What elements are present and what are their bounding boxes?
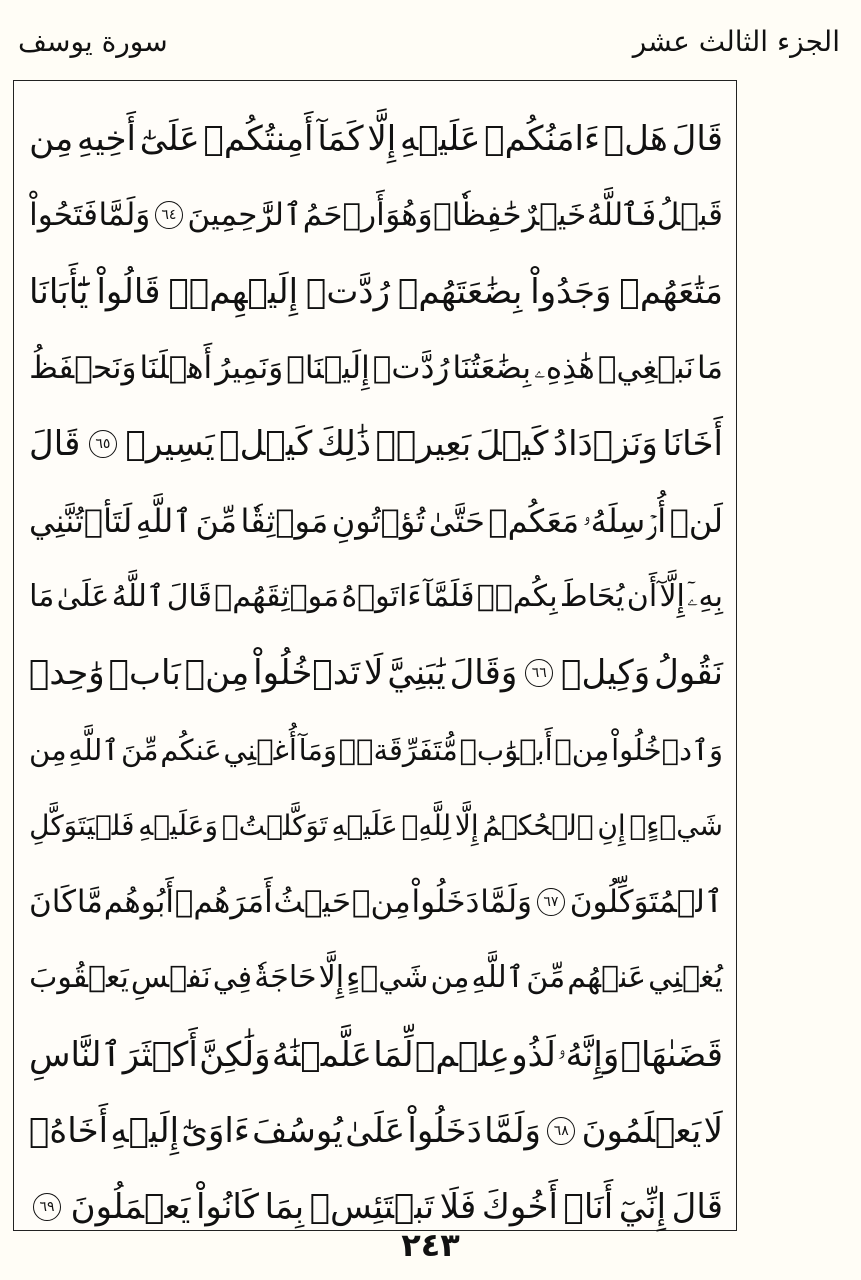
- verse-word: ءَاتَوۡهُ: [341, 578, 422, 614]
- verse-word: وَلَمَّا: [98, 197, 151, 234]
- page-frame: [13, 80, 737, 1231]
- verse-word: أَنَا۠: [563, 1187, 614, 1228]
- verse-word: أَخَانَا: [662, 424, 723, 465]
- verse-word: مَا: [29, 578, 55, 614]
- verse-word: شَيۡءٍ: [346, 960, 429, 996]
- ayah-number-marker: ٦٥: [89, 430, 117, 458]
- verse-word: بِضَٰعَتَهُمۡ: [397, 271, 523, 312]
- verse-word: ذَٰلِكَ: [316, 424, 371, 465]
- ayah-number-marker: ٦٧: [537, 888, 565, 916]
- verse-word: إِلَّا: [454, 808, 479, 842]
- verse-word: عَلَيۡهِ: [331, 808, 398, 842]
- verse-word: تُؤۡتُونِ: [331, 501, 426, 540]
- ayah-number-marker: ٦٨: [547, 1117, 575, 1145]
- verse-word: قَبۡلُ: [656, 197, 723, 234]
- verse-word: وَإِنَّهُۥ: [557, 1034, 620, 1075]
- verse-line: [29, 406, 723, 482]
- verse-lines: [29, 101, 723, 1245]
- verse-word: نَبۡغِيۖ: [597, 350, 694, 387]
- verse-word: عَلَىٰ: [345, 1111, 406, 1151]
- verse-word: رُدَّتۡ: [306, 271, 390, 312]
- verse-line: [29, 254, 723, 330]
- verse-word: أَمَرَهُمۡ: [174, 884, 273, 921]
- verse-word: وَٱدۡخُلُواْ: [611, 732, 723, 767]
- verse-word: قَالَ: [671, 119, 723, 160]
- verse-word: وَنَحۡفَظُ: [29, 350, 137, 387]
- verse-word: وَلَمَّا: [484, 1111, 541, 1151]
- verse-word: مُّتَفَرِّقَةٖۖ: [338, 732, 458, 767]
- verse-word: ٱلرَّٰحِمِينَ: [187, 197, 303, 234]
- verse-word: يُحَاطَ: [559, 578, 625, 614]
- verse-word: لَتَأۡتُنَّنِي: [29, 501, 133, 540]
- verse-word: قَالَ: [671, 1187, 723, 1228]
- verse-word: بَابٖ: [108, 653, 181, 694]
- ayah-number-marker: ٦٩: [33, 1193, 61, 1221]
- verse-word: وَجَدُواْ: [530, 271, 612, 312]
- verse-word: مِّنَ: [526, 960, 566, 996]
- juz-title: الجزء الثالث عشر: [632, 25, 840, 58]
- verse-word: يَٰٓأَبَانَا: [29, 271, 89, 312]
- verse-word: هَٰذِهِۦ: [534, 350, 595, 387]
- verse-line: [29, 1093, 723, 1169]
- verse-word: أَخُوكَ: [481, 1187, 558, 1228]
- verse-word: يَعۡقُوبَ: [29, 960, 129, 996]
- verse-word: لِلَّهِۖ: [401, 808, 452, 842]
- ayah-number-marker: ٦٦: [525, 659, 553, 687]
- verse-word: يُوسُفَ: [252, 1111, 343, 1151]
- verse-word: نَفۡسِ: [130, 960, 211, 996]
- verse-word: يَسِيرٞ: [125, 424, 215, 465]
- page-number: ٢٤٣: [401, 1226, 460, 1264]
- verse-word: حَتَّىٰ: [428, 501, 485, 540]
- verse-word: بِضَٰعَتُنَا: [452, 350, 532, 387]
- verse-word: فَلَا: [439, 1187, 477, 1228]
- verse-word: أَرۡحَمُ: [302, 197, 385, 234]
- verse-word: دَخَلُواْ: [407, 1111, 482, 1151]
- verse-word: أَخِيهِ: [77, 119, 136, 160]
- verse-word: أَبُوهُم: [103, 884, 174, 921]
- verse-word: إِلَّا: [318, 960, 345, 996]
- surah-title: سورة يوسف: [18, 25, 168, 58]
- verse-line: [29, 559, 723, 635]
- verse-word: أَبۡوَٰبٖ: [459, 732, 553, 767]
- verse-word: مِنۡ: [554, 732, 610, 767]
- verse-word: بِهِۦٓ: [687, 578, 723, 614]
- verse-word: أُرۡسِلَهُۥ: [582, 501, 667, 540]
- verse-word: مَوۡثِقَهُمۡ: [214, 578, 340, 614]
- verse-word: لَا: [703, 1111, 723, 1151]
- verse-word: كَمَآ: [317, 119, 364, 160]
- verse-word: حَاجَةٗ: [254, 960, 317, 996]
- verse-word: قَالَ: [166, 578, 213, 614]
- verse-line: [29, 711, 723, 787]
- verse-word: إِنِ: [597, 808, 626, 842]
- verse-line: [29, 864, 723, 940]
- verse-word: مِن: [29, 119, 74, 160]
- verse-word: فَلۡيَتَوَكَّلِ: [29, 808, 135, 842]
- verse-word: ٱللَّهُ: [111, 578, 165, 614]
- verse-word: أَخَاهُۖ: [29, 1111, 109, 1151]
- verse-word: بَعِيرٖۖ: [375, 424, 472, 465]
- verse-line: [29, 177, 723, 253]
- verse-word: عَلَىٰ: [56, 578, 110, 614]
- verse-word: كَانَ: [29, 884, 76, 921]
- verse-line: [29, 635, 723, 711]
- verse-word: وَقَالَ: [449, 653, 518, 694]
- verse-word: وَهُوَ: [385, 197, 433, 234]
- verse-word: شَيۡءٍۖ: [629, 808, 723, 842]
- verse-word: لِّمَا: [373, 1034, 414, 1075]
- verse-word: مِّنَ: [120, 732, 159, 767]
- verse-word: وَعَلَيۡهِ: [138, 808, 218, 842]
- verse-word: وَنَمِيرُ: [215, 350, 284, 387]
- verse-word: كَيۡلَ: [475, 424, 549, 465]
- verse-word: مَّا: [76, 884, 103, 921]
- verse-word: خَيۡرٌ: [522, 197, 587, 234]
- verse-word: فَٱللَّهُ: [586, 197, 657, 234]
- page-header: [18, 22, 840, 68]
- verse-word: يَعۡمَلُونَ: [70, 1187, 191, 1228]
- verse-word: عَلَيۡهِ: [399, 119, 481, 160]
- verse-word: يُغۡنِي: [648, 960, 723, 996]
- ayah-number-marker: ٦٤: [155, 201, 183, 229]
- verse-word: رُدَّتۡ: [372, 350, 450, 387]
- verse-line: [29, 330, 723, 406]
- verse-word: قَضَىٰهَاۚ: [620, 1034, 723, 1075]
- verse-word: وَلَمَّا: [480, 884, 533, 921]
- verse-word: إِلَيۡنَاۖ: [286, 350, 370, 387]
- verse-word: فِي: [212, 960, 253, 996]
- verse-word: كَانُواْ: [195, 1187, 259, 1228]
- verse-word: ٱلنَّاسِ: [29, 1034, 122, 1075]
- verse-word: مِن: [430, 960, 470, 996]
- verse-word: ٱللَّهِ: [471, 960, 525, 996]
- verse-line: [29, 788, 723, 864]
- verse-word: تَدۡخُلُواْ: [253, 653, 361, 694]
- verse-word: تَبۡتَئِسۡ: [309, 1187, 435, 1228]
- verse-word: مِن: [29, 732, 67, 767]
- verse-word: عِلۡمٖ: [414, 1034, 510, 1075]
- verse-word: وَنَزۡدَادُ: [553, 424, 658, 465]
- verse-word: أَمِنتُكُمۡ: [203, 119, 314, 160]
- verse-word: مَا: [696, 350, 723, 387]
- verse-word: بِكُمۡۖ: [476, 578, 558, 614]
- verse-word: لَنۡ: [669, 501, 723, 540]
- verse-word: إِلَّا: [367, 119, 397, 160]
- verse-word: بِمَا: [264, 1187, 305, 1228]
- verse-word: نَقُولُ: [654, 653, 723, 694]
- verse-word: قَالُواْ: [96, 271, 161, 312]
- verse-word: إِلَّآ: [659, 578, 685, 614]
- verse-word: وَٰحِدٖ: [29, 653, 105, 694]
- verse-word: مِّنَ: [195, 501, 237, 540]
- verse-word: ٱلۡمُتَوَكِّلُونَ: [569, 884, 723, 921]
- verse-word: يَعۡلَمُونَ: [581, 1111, 702, 1151]
- verse-word: مَعَكُمۡ: [488, 501, 580, 540]
- verse-word: ٱللَّهِ: [68, 732, 120, 767]
- verse-word: لَا: [364, 653, 384, 694]
- verse-word: أُغۡنِي: [223, 732, 297, 767]
- verse-word: أَكۡثَرَ: [122, 1034, 198, 1075]
- verse-word: دَخَلُواْ: [411, 884, 480, 921]
- verse-word: تَوَكَّلۡتُۖ: [221, 808, 328, 842]
- verse-line: [29, 940, 723, 1016]
- verse-line: [29, 101, 723, 177]
- verse-word: عَنكُم: [160, 732, 222, 767]
- verse-word: مَوۡثِقٗا: [240, 501, 329, 540]
- verse-word: هَلۡ: [603, 119, 668, 160]
- verse-word: مَتَٰعَهُمۡ: [619, 271, 723, 312]
- verse-word: وَمَآ: [298, 732, 337, 767]
- verse-word: وَكِيلٞ: [561, 653, 651, 694]
- verse-word: يَٰبَنِيَّ: [387, 653, 446, 694]
- verse-word: فَتَحُواْ: [29, 197, 98, 234]
- verse-word: حَٰفِظٗاۖ: [433, 197, 522, 234]
- verse-word: حَيۡثُ: [273, 884, 352, 921]
- verse-word: كَيۡلٞ: [219, 424, 313, 465]
- verse-word: مِنۢ: [184, 653, 250, 694]
- verse-line: [29, 1017, 723, 1093]
- verse-word: ٱللَّهِ: [135, 501, 192, 540]
- verse-word: ٱلۡحُكۡمُ: [482, 808, 594, 842]
- verse-word: وَلَٰكِنَّ: [199, 1034, 271, 1075]
- verse-line: [29, 482, 723, 558]
- verse-word: عَلَىٰٓ: [139, 119, 200, 160]
- verse-word: ءَاوَىٰٓ: [181, 1111, 250, 1151]
- verse-word: ءَامَنُكُمۡ: [484, 119, 600, 160]
- verse-word: لَذُو: [511, 1034, 556, 1075]
- verse-word: فَلَمَّآ: [423, 578, 475, 614]
- verse-word: إِلَيۡهِمۡۖ: [168, 271, 299, 312]
- verse-word: أَهۡلَنَا: [139, 350, 213, 387]
- verse-word: عَنۡهُم: [567, 960, 647, 996]
- verse-word: إِنِّيٓ: [618, 1187, 667, 1228]
- verse-word: إِلَيۡهِ: [110, 1111, 180, 1151]
- verse-word: مِنۡ: [351, 884, 411, 921]
- verse-word: أَن: [626, 578, 658, 614]
- verse-word: قَالَ: [29, 424, 81, 465]
- verse-word: عَلَّمۡنَٰهُ: [271, 1034, 372, 1075]
